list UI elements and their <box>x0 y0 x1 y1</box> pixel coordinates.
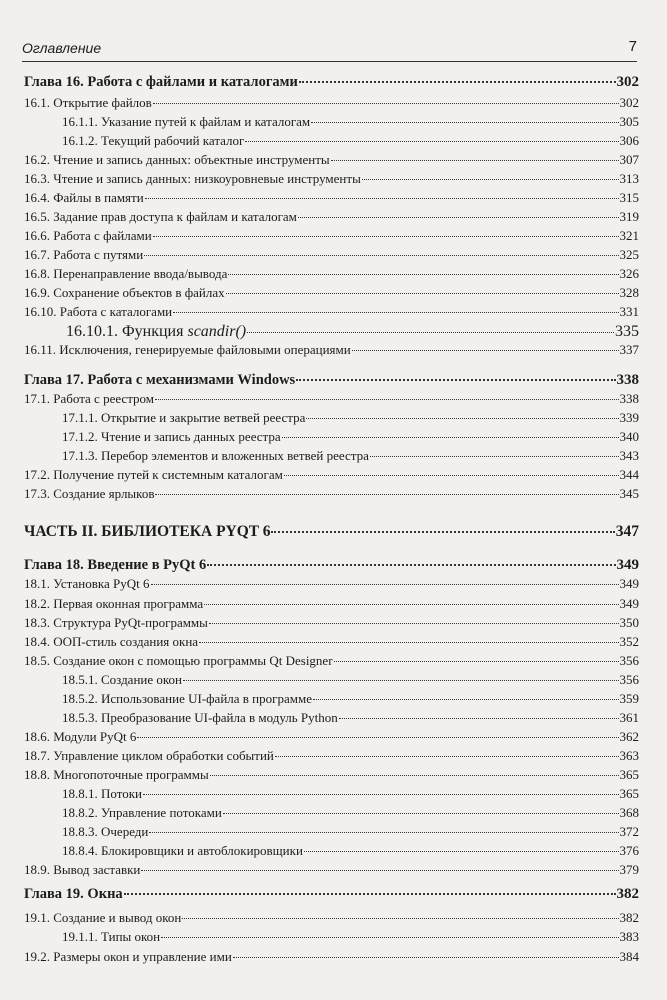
toc-entry-title: 18.5.3. Преобразование UI-файла в модуль Python <box>62 710 338 725</box>
dot-leader <box>352 350 619 351</box>
dot-leader <box>311 122 618 123</box>
toc-chapter <box>24 557 639 577</box>
toc-chapter <box>24 74 639 94</box>
toc-page-number: 345 <box>619 486 639 501</box>
toc-section <box>24 95 639 113</box>
header-page-number: 7 <box>628 38 637 55</box>
toc-entry-title: 18.3. Структура PyQt-программы <box>24 615 208 630</box>
toc-section <box>24 748 639 766</box>
toc-page-number: 315 <box>619 190 639 205</box>
toc-subsection <box>24 114 639 132</box>
dot-leader <box>182 918 618 919</box>
dot-leader <box>304 851 619 852</box>
running-header <box>22 36 637 58</box>
dot-leader <box>296 379 615 381</box>
toc-page-number: 326 <box>619 266 639 281</box>
toc-section <box>24 729 639 747</box>
toc-subsection <box>24 929 639 947</box>
dot-leader <box>306 418 618 419</box>
toc-entry-title: 17.2. Получение путей к системным каталогам <box>24 467 283 482</box>
dot-leader <box>210 775 619 776</box>
toc-entry-title: 16.4. Файлы в памяти <box>24 190 144 205</box>
toc-section <box>24 949 639 967</box>
toc-page-number: 372 <box>619 824 639 839</box>
toc-page-number: 305 <box>619 114 639 129</box>
dot-leader <box>173 312 618 313</box>
toc-entry-title: 16.1.1. Указание путей к файлам и каталогам <box>62 114 311 129</box>
toc-section <box>24 486 639 504</box>
toc-page-number: 302 <box>616 74 639 90</box>
toc-page-number: 359 <box>619 691 639 706</box>
dot-leader <box>153 103 619 104</box>
toc-entry-title: 19.1. Создание и вывод окон <box>24 910 182 925</box>
toc-subsection <box>24 843 639 861</box>
toc-page-number: 376 <box>619 843 639 858</box>
dot-leader <box>155 399 618 400</box>
toc-subsection <box>24 429 639 447</box>
dot-leader <box>284 475 619 476</box>
toc-page-number: 349 <box>619 596 639 611</box>
toc-section <box>24 767 639 785</box>
toc-section <box>24 342 639 360</box>
toc-page-number: 335 <box>615 323 639 340</box>
toc-entry-title: 16.5. Задание прав доступа к файлам и каталогам <box>24 209 297 224</box>
toc-page-number: 382 <box>616 886 639 902</box>
toc-entry-title: 16.8. Перенаправление ввода/вывода <box>24 266 228 281</box>
toc-section <box>24 209 639 227</box>
toc-entry-title: 17.1.1. Открытие и закрытие ветвей реестра <box>62 410 306 425</box>
toc-page-number: 361 <box>619 710 639 725</box>
dot-leader <box>282 437 619 438</box>
toc-section <box>24 391 639 409</box>
toc-subsection <box>24 805 639 823</box>
toc-subsection <box>24 710 639 728</box>
header-title: Оглавление <box>22 40 102 56</box>
toc-section <box>24 228 639 246</box>
toc-entry-title: 18.5.1. Создание окон <box>62 672 183 687</box>
dot-leader <box>183 680 618 681</box>
toc-subsection <box>24 323 639 341</box>
toc-page-number: 383 <box>619 929 639 944</box>
toc-page-number: 382 <box>619 910 639 925</box>
dot-leader <box>209 623 619 624</box>
toc-entry-title: 18.4. ООП-стиль создания окна <box>24 634 199 649</box>
toc-entry-title: Глава 16. Работа с файлами и каталогами <box>24 74 298 90</box>
toc-section <box>24 576 639 594</box>
dot-leader <box>161 937 618 938</box>
toc-page-number: 338 <box>616 372 639 388</box>
dot-leader <box>233 957 619 958</box>
toc-page-number: 319 <box>619 209 639 224</box>
toc-page-number: 307 <box>619 152 639 167</box>
toc-section <box>24 304 639 322</box>
dot-leader <box>145 198 619 199</box>
dot-leader <box>155 494 618 495</box>
toc-entry-title: 16.10. Работа с каталогами <box>24 304 173 319</box>
toc-page-number: 321 <box>619 228 639 243</box>
dot-leader <box>124 893 616 895</box>
toc-page-number: 362 <box>619 729 639 744</box>
dot-leader <box>228 274 618 275</box>
toc-entry-title: 19.2. Размеры окон и управление ими <box>24 949 232 964</box>
dot-leader <box>153 236 619 237</box>
toc-page-number: 302 <box>619 95 639 110</box>
toc-page-number: 325 <box>619 247 639 262</box>
toc-section <box>24 247 639 265</box>
toc-entry-title: 17.1.2. Чтение и запись данных реестра <box>62 429 281 444</box>
dot-leader <box>143 794 619 795</box>
toc-section <box>24 190 639 208</box>
toc-page-number: 339 <box>619 410 639 425</box>
dot-leader <box>199 642 618 643</box>
toc-entry-title: 18.8. Многопоточные программы <box>24 767 209 782</box>
toc-entry-title: ЧАСТЬ II. БИБЛИОТЕКА PYQT 6 <box>24 523 271 540</box>
toc-entry-title: 18.2. Первая оконная программа <box>24 596 204 611</box>
toc-entry-title: Глава 19. Окна <box>24 886 123 902</box>
dot-leader <box>275 756 619 757</box>
header-rule <box>22 61 637 62</box>
toc-section <box>24 910 639 928</box>
toc-page-number: 365 <box>619 767 639 782</box>
dot-leader <box>137 737 618 738</box>
dot-leader <box>370 456 619 457</box>
toc-part <box>24 523 639 545</box>
dot-leader <box>144 255 618 256</box>
dot-leader <box>299 81 616 83</box>
toc-entry-title: 16.11. Исключения, генерируемые файловыми операциями <box>24 342 351 357</box>
toc-chapter <box>24 372 639 392</box>
toc-page-number: 340 <box>619 429 639 444</box>
toc-page-number: 349 <box>616 557 639 573</box>
toc-chapter <box>24 886 639 906</box>
toc-subsection <box>24 786 639 804</box>
dot-leader <box>207 564 615 566</box>
toc-entry-title: 18.9. Вывод заставки <box>24 862 141 877</box>
dot-leader <box>298 217 619 218</box>
toc-entry-title: 19.1.1. Типы окон <box>62 929 161 944</box>
toc-entry-title: 16.1. Открытие файлов <box>24 95 152 110</box>
toc-page-number: 379 <box>619 862 639 877</box>
toc-entry-title: 18.1. Установка PyQt 6 <box>24 576 150 591</box>
toc-entry-title: 16.1.2. Текущий рабочий каталог <box>62 133 245 148</box>
toc-page-number: 344 <box>619 467 639 482</box>
dot-leader <box>331 160 619 161</box>
toc-subsection <box>24 410 639 428</box>
toc-subsection <box>24 691 639 709</box>
toc-section <box>24 171 639 189</box>
toc-page-number: 368 <box>619 805 639 820</box>
toc-entry-title: 18.8.1. Потоки <box>62 786 142 801</box>
dot-leader <box>247 332 614 333</box>
dot-leader <box>362 179 619 180</box>
toc-page-number: 352 <box>619 634 639 649</box>
dot-leader <box>223 813 619 814</box>
toc-entry-title: 16.9. Сохранение объектов в файлах <box>24 285 225 300</box>
toc-subsection <box>24 824 639 842</box>
toc-page-number: 328 <box>619 285 639 300</box>
toc-subsection <box>24 448 639 466</box>
dot-leader <box>339 718 619 719</box>
toc-entry-title: 18.8.4. Блокировщики и автоблокировщики <box>62 843 303 858</box>
toc-section <box>24 285 639 303</box>
toc-page-number: 365 <box>619 786 639 801</box>
dot-leader <box>141 870 618 871</box>
toc-page-number: 343 <box>619 448 639 463</box>
toc-entry-title: 18.5. Создание окон с помощью программы Qt Designer <box>24 653 333 668</box>
dot-leader <box>245 141 618 142</box>
toc-entry-title: 18.8.3. Очереди <box>62 824 149 839</box>
toc-section <box>24 266 639 284</box>
toc-page-number: 306 <box>619 133 639 148</box>
toc-entry-title: 16.2. Чтение и запись данных: объектные инструменты <box>24 152 330 167</box>
toc-entry-code: scandir() <box>187 323 247 340</box>
toc-entry-title: 18.8.2. Управление потоками <box>62 805 222 820</box>
dot-leader <box>226 293 619 294</box>
toc-entry-title: 18.7. Управление циклом обработки событий <box>24 748 274 763</box>
toc-section <box>24 634 639 652</box>
toc-section <box>24 596 639 614</box>
toc-entry-title: Глава 17. Работа с механизмами Windows <box>24 372 296 388</box>
toc-entry-title: 16.10.1. Функция scandir() <box>66 323 247 340</box>
toc-subsection <box>24 133 639 151</box>
toc-page-number: 347 <box>615 523 639 540</box>
toc-entry-title: 17.1.3. Перебор элементов и вложенных ветвей реестра <box>62 448 369 463</box>
toc-entry-title: 16.3. Чтение и запись данных: низкоуровневые инструменты <box>24 171 361 186</box>
dot-leader <box>271 531 614 533</box>
toc-entry-title: 17.3. Создание ярлыков <box>24 486 155 501</box>
toc-entry-title: 18.5.2. Использование UI-файла в программе <box>62 691 312 706</box>
toc-subsection <box>24 672 639 690</box>
toc-entry-title: 16.7. Работа с путями <box>24 247 144 262</box>
toc-page-number: 384 <box>619 949 639 964</box>
toc-page-number: 363 <box>619 748 639 763</box>
toc-page-number: 313 <box>619 171 639 186</box>
toc-section <box>24 862 639 880</box>
toc-section <box>24 615 639 633</box>
toc-page-number: 349 <box>619 576 639 591</box>
toc-page-number: 350 <box>619 615 639 630</box>
toc-entry-title: Глава 18. Введение в PyQt 6 <box>24 557 207 573</box>
toc-section <box>24 152 639 170</box>
toc-entry-title: 17.1. Работа с реестром <box>24 391 155 406</box>
toc-page-number: 356 <box>619 672 639 687</box>
toc-page-number: 356 <box>619 653 639 668</box>
toc-page-number: 331 <box>619 304 639 319</box>
dot-leader <box>313 699 619 700</box>
dot-leader <box>151 584 619 585</box>
toc-section <box>24 467 639 485</box>
toc-page-number: 337 <box>619 342 639 357</box>
toc-section <box>24 653 639 671</box>
toc-page-number: 338 <box>619 391 639 406</box>
dot-leader <box>334 661 619 662</box>
toc-entry-title: 18.6. Модули PyQt 6 <box>24 729 137 744</box>
dot-leader <box>204 604 618 605</box>
dot-leader <box>149 832 618 833</box>
toc-entry-title: 16.6. Работа с файлами <box>24 228 152 243</box>
